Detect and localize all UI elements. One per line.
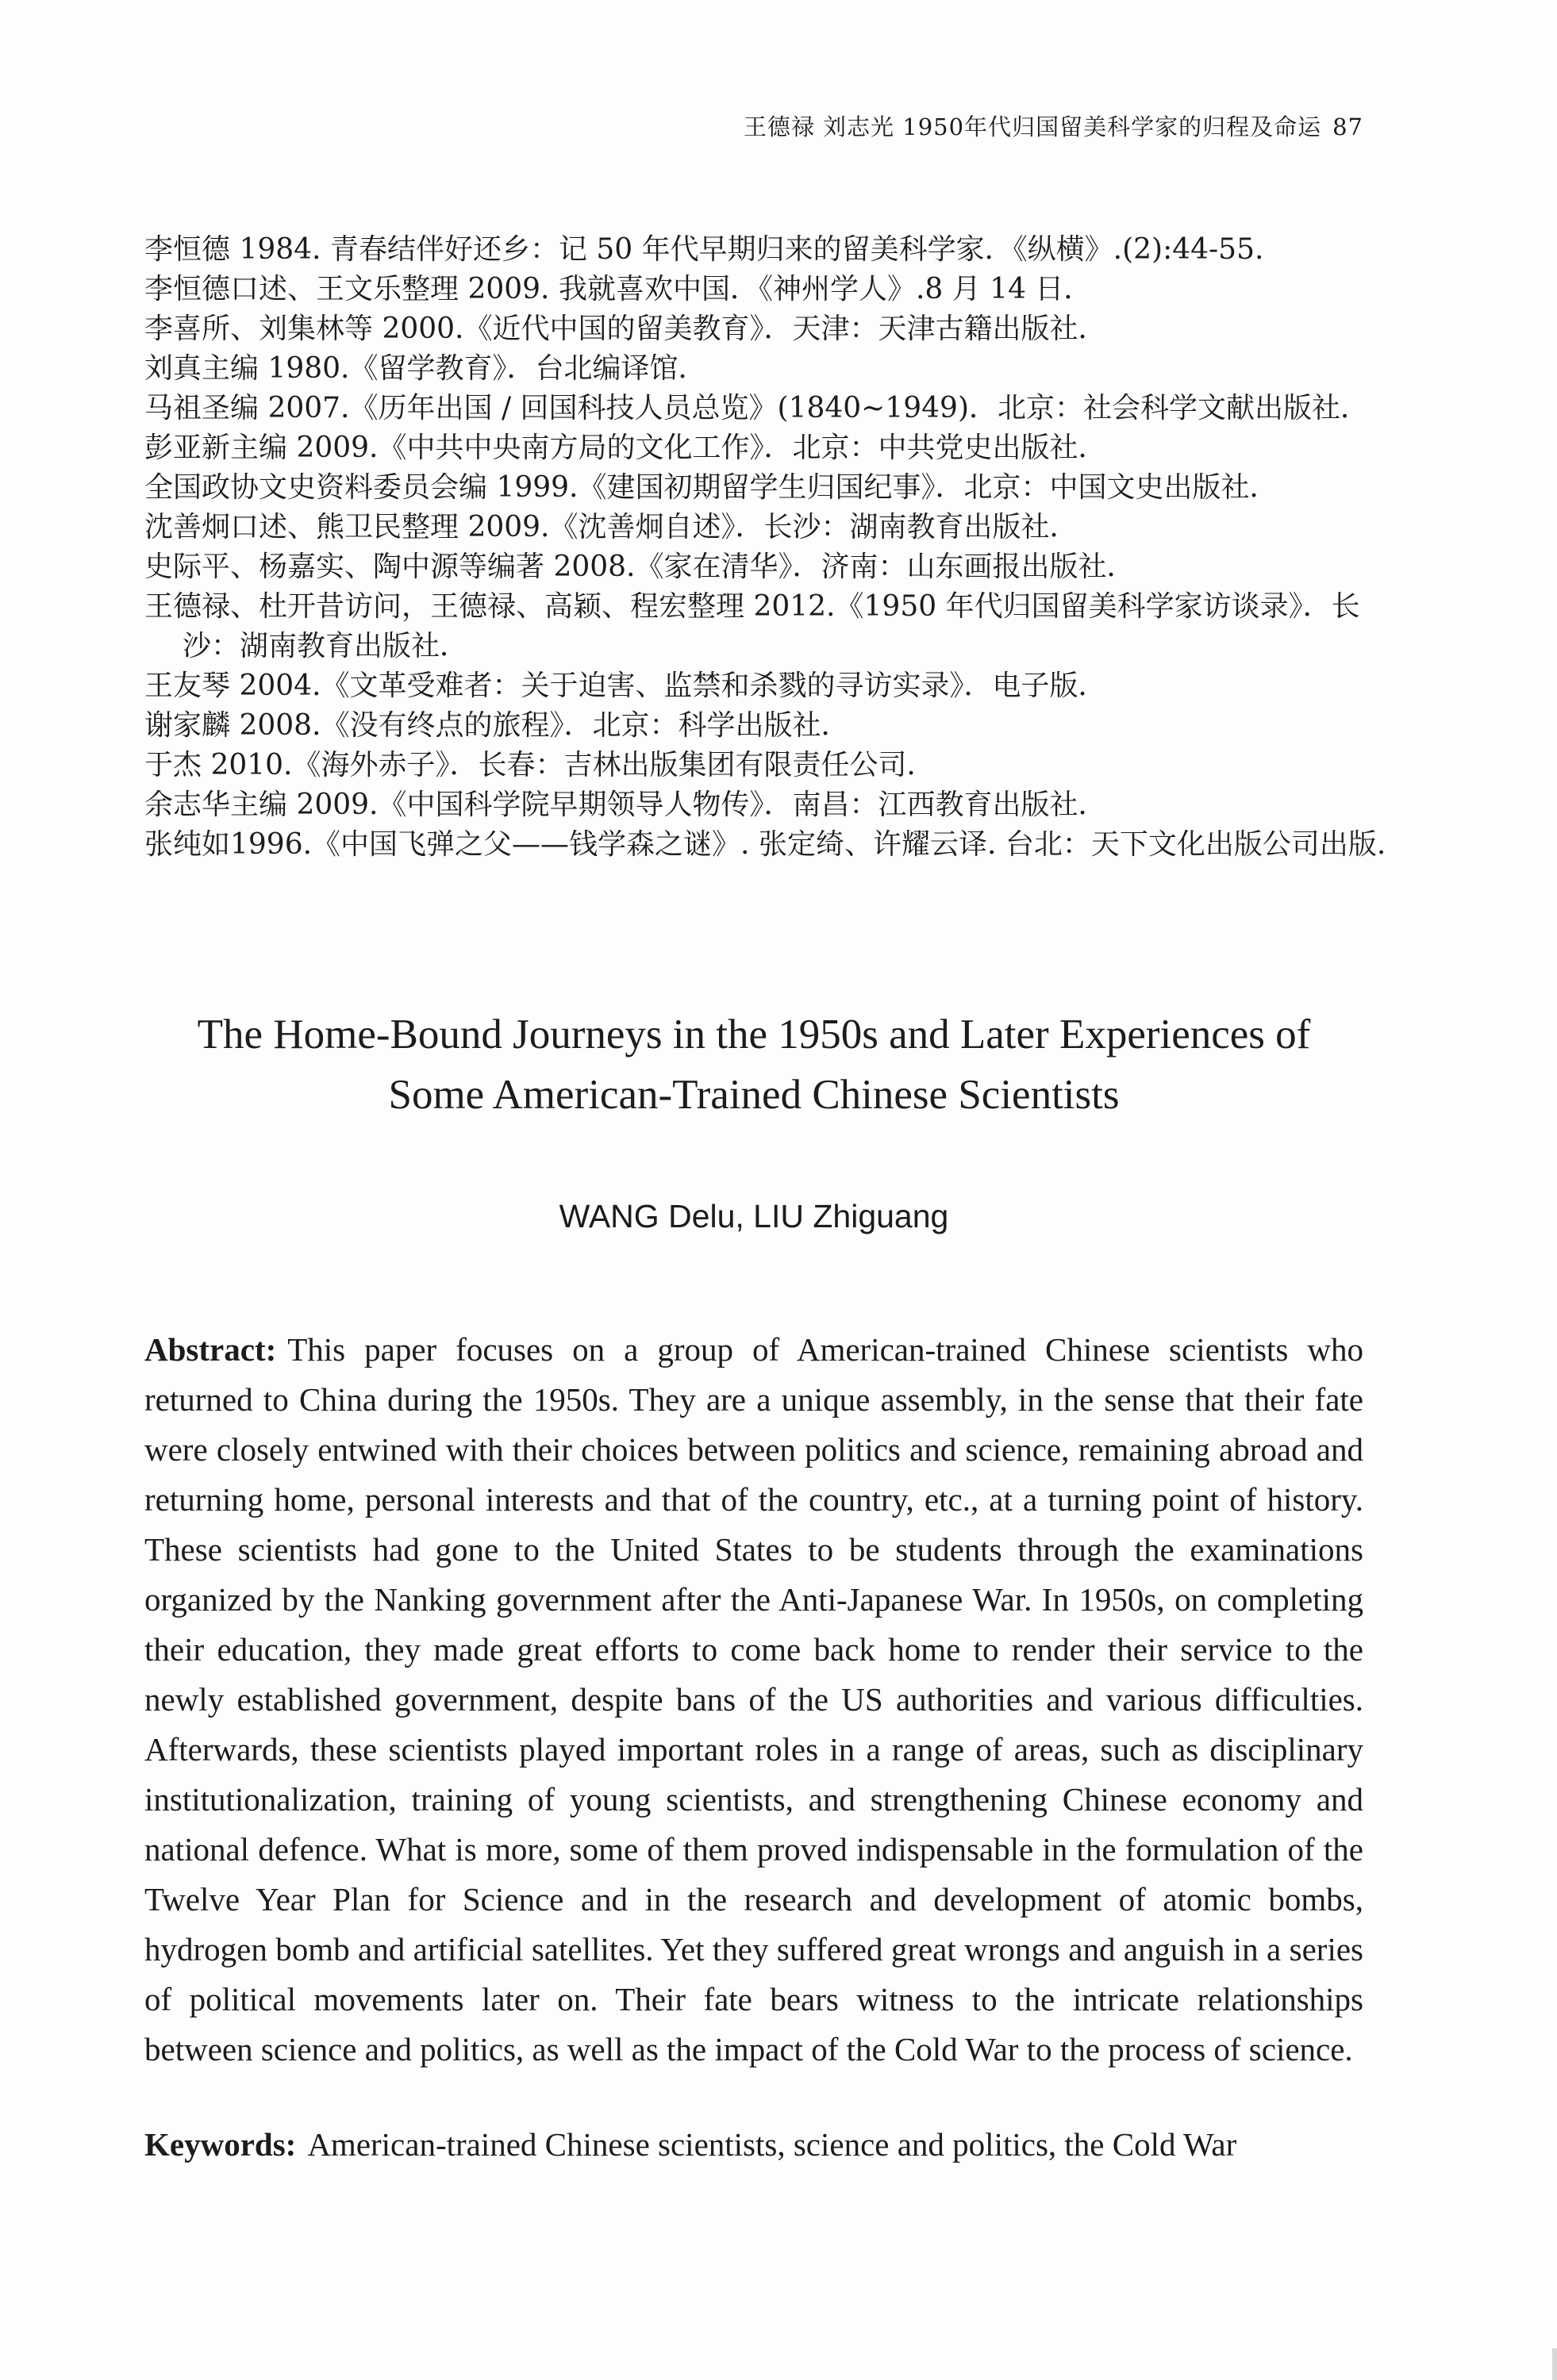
reference-item: 李喜所、刘集林等 2000.《近代中国的留美教育》．天津：天津古籍出版社． xyxy=(144,313,1107,345)
reference-item: 全国政协文史资料委员会编 1999.《建国初期留学生归国纪事》．北京：中国文史出版社． xyxy=(144,471,1278,504)
page-number: 87 xyxy=(1332,113,1363,140)
running-head-text: 王德禄 刘志光 1950年代归国留美科学家的归程及命运 xyxy=(743,113,1322,140)
reference-item: 于杰 2010.《海外赤子》．长春：吉林出版集团有限责任公司． xyxy=(144,749,936,781)
abstract xyxy=(144,1325,1363,2075)
reference-item: 李恒德口述、王文乐整理 2009. 我就喜欢中国．《神州学人》.8 月 14 日． xyxy=(144,273,1093,305)
reference-item: 彭亚新主编 2009.《中共中央南方局的文化工作》．北京：中共党史出版社． xyxy=(144,432,1107,464)
reference-item: 李恒德 1984. 青春结伴好还乡：记 50 年代早期归来的留美科学家．《纵横》.(2):44-55. xyxy=(144,233,1264,266)
reference-item: 马祖圣编 2007.《历年出国 / 回国科技人员总览》(1840~1949)．北京：社会科学文献出版社． xyxy=(144,392,1370,424)
reference-item: 余志华主编 2009.《中国科学院早期领导人物传》．南昌：江西教育出版社． xyxy=(144,789,1107,821)
author-names: WANG Delu, LIU Zhiguang xyxy=(559,1198,949,1234)
reference-item: 王友琴 2004.《文革受难者：关于迫害、监禁和杀戮的寻访实录》．电子版． xyxy=(144,670,1107,702)
page-edge-mark xyxy=(1552,2348,1557,2380)
reference-item: 刘真主编 1980.《留学教育》．台北编译馆． xyxy=(144,352,707,385)
reference-item: 谢家麟 2008.《没有终点的旅程》．北京：科学出版社． xyxy=(144,709,850,742)
reference-item: 王德禄、杜开昔访问，王德禄、高颖、程宏整理 2012.《1950 年代归国留美科学家访谈录》．长沙：湖南教育出版社． xyxy=(144,590,1360,662)
keywords-text: American-trained Chinese scientists, science and politics, the Cold War xyxy=(307,2126,1237,2163)
abstract-text: This paper focuses on a group of American-trained Chinese scientists who returned to China during the 1950s. They are a unique assembly, in the sense that their fate were closely entwined with their choices between politics and science, remaining abroad and returning home, personal interests and that of the country, etc., at a turning point of history. These scientists had gone to the United States to be students through the examinations organized by the Nanking government after the Anti-Japanese War. In 1950s, on completing their education, they made great efforts to come back home to render their service to the newly established government, despite bans of the US authorities and various difficulties. Afterwards, these scientists played important roles in a range of areas, such as disciplinary institutionalization, training of young scientists, and strengthening Chinese economy and national defence. What is more, some of them proved indispensable in the formulation of the Twelve Year Plan for Science and in the research and development of atomic bombs, hydrogen bomb and artificial satellites. Yet they suffered great wrongs and anguish in a series of political movements later on. Their fate bears witness to the intricate relationships between science and politics, as well as the impact of the Cold War to the process of science. xyxy=(144,1331,1363,2067)
running-head xyxy=(744,109,1363,142)
reference-list xyxy=(144,230,1386,865)
english-title xyxy=(143,1004,1365,1125)
keywords xyxy=(144,2120,1382,2170)
reference-item: 张纯如1996.《中国飞弹之父——钱学森之谜》. 张定绮、许耀云译. 台北：天下文化出版公司出版. xyxy=(144,828,1386,861)
reference-item: 史际平、杨嘉实、陶中源等编著 2008.《家在清华》．济南：山东画报出版社． xyxy=(144,551,1136,583)
keywords-label: Keywords: xyxy=(144,2126,297,2163)
reference-item: 沈善炯口述、熊卫民整理 2009.《沈善炯自述》．长沙：湖南教育出版社． xyxy=(144,511,1078,543)
abstract-label: Abstract: xyxy=(144,1331,277,1368)
english-title-line-2: Some American-Trained Chinese Scientists xyxy=(388,1072,1120,1118)
english-title-line-1: The Home-Bound Journeys in the 1950s and Later Experiences of xyxy=(197,1012,1311,1058)
